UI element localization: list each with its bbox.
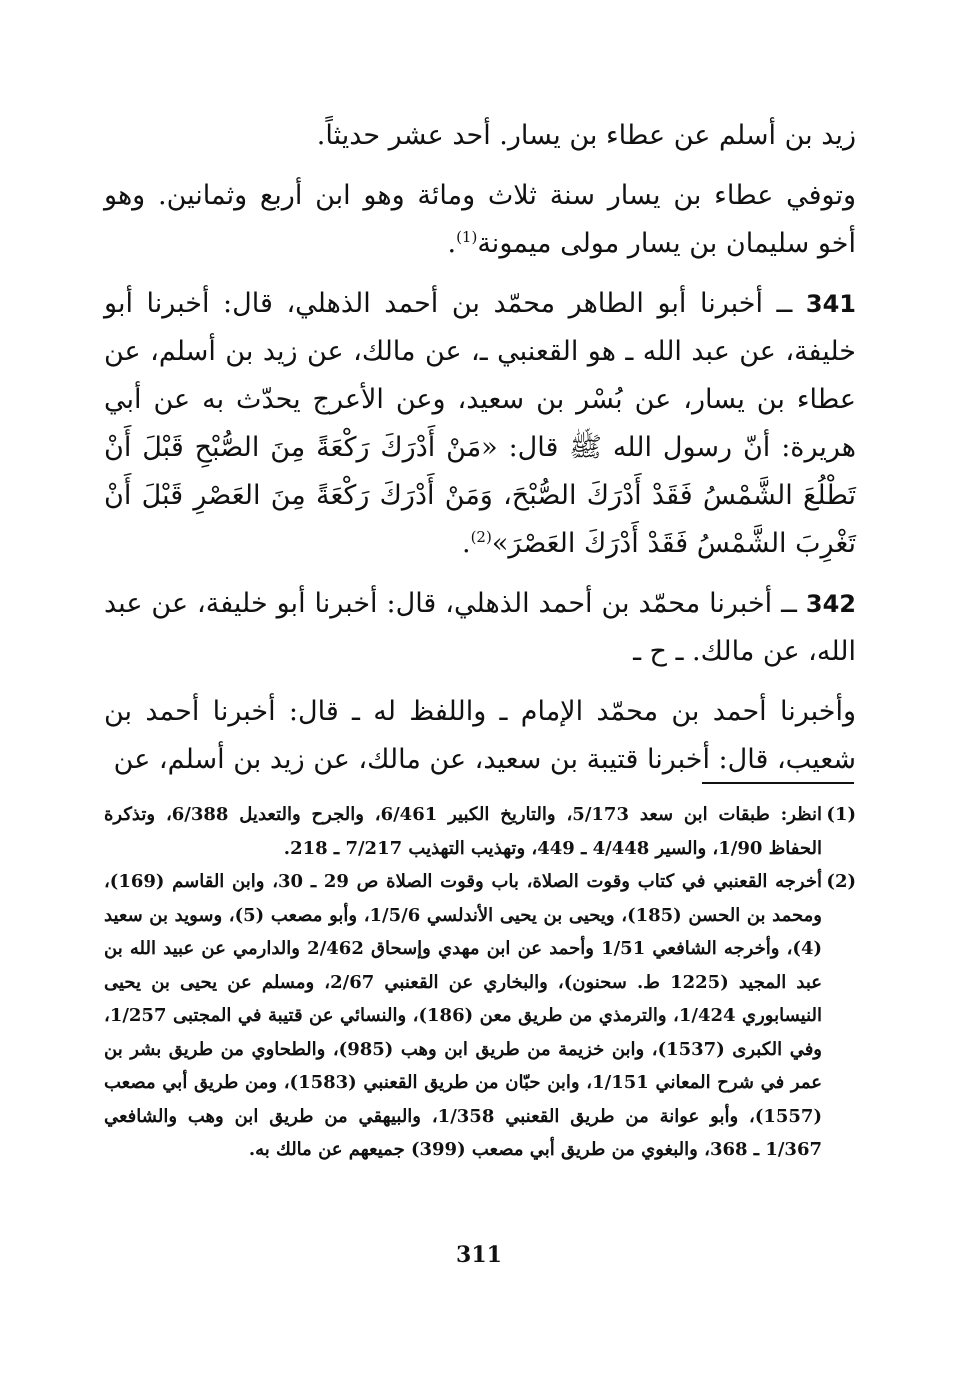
footnote-divider [702, 782, 854, 784]
paragraph-5 [104, 688, 856, 784]
paragraph-2-end: . [447, 228, 457, 259]
main-text [104, 112, 856, 784]
footnote-2 [104, 865, 856, 1167]
paragraph-2 [104, 172, 856, 268]
footnote-1-text: انظر: طبقات ابن سعد 5/173، والتاريخ الكبير 6/461، والجرح والتعديل 6/388، وتذكرة الحفاظ 1/90، والسير 4/448 ـ 449، وتهذيب التهذيب 7/217 ـ 218. [104, 804, 822, 859]
footnote-2-marker: (2) [826, 871, 856, 892]
hadith-341-text: ــ أخبرنا أبو الطاهر محمّد بن أحمد الذهلي، قال: أخبرنا أبو خليفة، عن عبد الله ـ هو القعنبي ـ، عن مالك، عن زيد بن أسلم، عن عطاء بن يسار، عن بُسْر بن سعيد، وعن الأعرج يحدّث به عن أبي هريرة: أنّ رسول الله ﷺ قال: «مَنْ أَدْرَكَ رَكْعَةً مِنَ الصُّبْحِ قَبْلَ أَنْ تَطْلُعَ الشَّمْسُ فَقَدْ أَدْرَكَ الصُّبْحَ، وَمَنْ أَدْرَكَ رَكْعَةً مِنَ العَصْرِ قَبْلَ أَنْ تَغْرِبَ الشَّمْسُ فَقَدْ أَدْرَكَ العَصْرَ» [104, 288, 856, 559]
paragraph-1-text: زيد بن أسلم عن عطاء بن يسار. أحد عشر حديثاً. [316, 120, 856, 151]
hadith-342-text: ــ أخبرنا محمّد بن أحمد الذهلي، قال: أخبرنا أبو خليفة، عن عبد الله، عن مالك. ـ ح ـ [104, 588, 856, 667]
hadith-341 [104, 280, 856, 568]
paragraph-2-text: وتوفي عطاء بن يسار سنة ثلاث ومائة وهو ابن أربع وثمانين. وهو أخو سليمان بن يسار مولى ميمونة [104, 180, 856, 259]
footnote-2-text: أخرجه القعنبي في كتاب وقوت الصلاة، باب وقوت الصلاة ص 29 ـ 30، وابن القاسم (169)، ومحمد بن الحسن (185)، ويحيى بن يحيى الأندلسي 1/5/6، وأبو مصعب (5)، وسويد بن سعيد (4)، وأخرجه الشافعي 1/51 وأحمد عن ابن مهدي وإسحاق 2/462 والدارمي عن عبيد الله بن عبد المجيد (1225 ط. سحنون)، والبخاري عن القعنبي 2/67، ومسلم عن يحيى بن يحيى النيسابوري 1/424، والترمذي من طريق معن (186)، والنسائي عن قتيبة في المجتبى 1/257، وفي الكبرى (1537)، وابن خزيمة من طريق ابن وهب (985)، والطحاوي من طريق بشر بن عمر في شرح المعاني 1/151، وابن حبّان من طريق القعنبي (1583)، ومن طريق أبي مصعب (1557)، وأبو عوانة من طريق القعنبي 1/358، والبيهقي من طريق ابن وهب والشافعي 1/367 ـ 368، والبغوي من طريق أبي مصعب (399) جميعهم عن مالك به. [104, 871, 823, 1160]
hadith-342 [104, 580, 856, 676]
paragraph-5-text: وأخبرنا أحمد بن محمّد الإمام ـ واللفظ له ـ قال: أخبرنا أحمد بن شعيب، قال: أخبرنا قتيبة بن سعيد، عن مالك، عن زيد بن أسلم، عن [104, 696, 856, 775]
footnote-1-marker: (1) [826, 804, 856, 825]
footnotes [104, 798, 856, 1167]
paragraph-1 [104, 112, 856, 160]
footnote-ref-1[interactable]: (1) [456, 228, 478, 246]
page-number: 311 [456, 1242, 502, 1268]
footnote-ref-2[interactable]: (2) [470, 528, 492, 546]
hadith-341-end: . [461, 528, 471, 559]
hadith-number-341: 341 [805, 290, 856, 318]
footnote-1 [104, 798, 856, 865]
hadith-number-342: 342 [805, 590, 856, 618]
